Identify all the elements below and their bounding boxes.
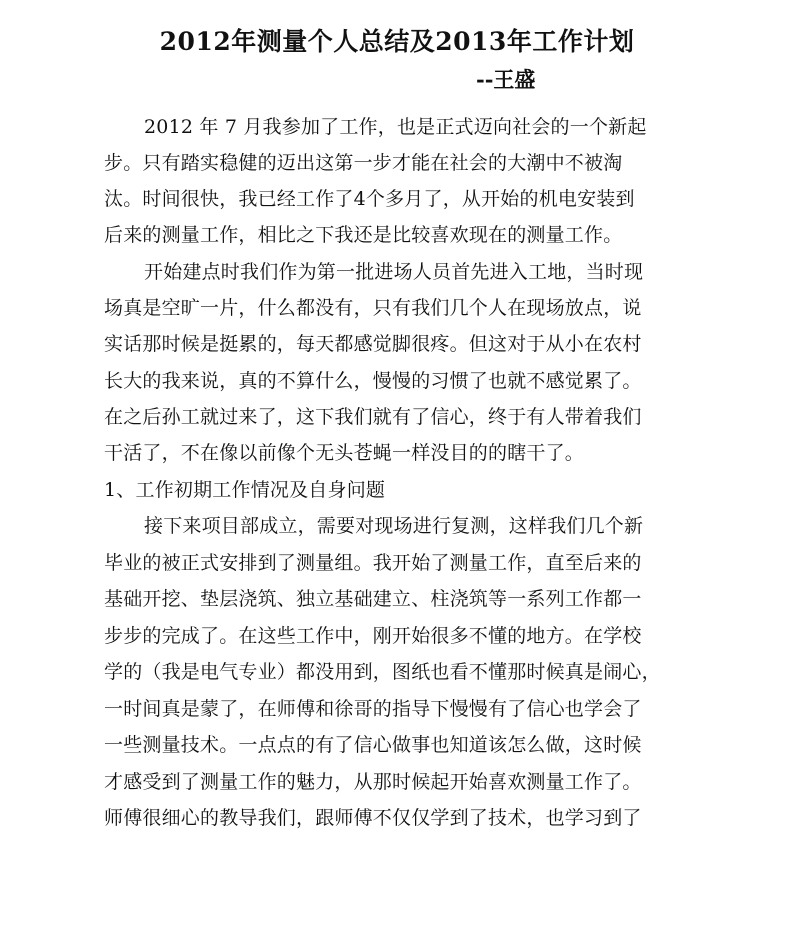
text-line: 一时间真是蒙了，在师傅和徐哥的指导下慢慢有了信心也学会了 <box>104 698 642 720</box>
text-line: 基础开挖、垫层浇筑、独立基础建立、柱浇筑等一系列工作都一 <box>104 588 642 610</box>
text-line: 长大的我来说，真的不算什么，慢慢的习惯了也就不感觉累了。 <box>104 370 642 392</box>
text-line: 才感受到了测量工作的魅力，从那时候起开始喜欢测量工作了。 <box>104 771 642 793</box>
section-heading: 1、工作初期工作情况及自身问题 <box>104 479 386 501</box>
document-author: --王盛 <box>476 67 536 92</box>
text-line: 师傅很细心的教导我们，跟师傅不仅仅学到了技术，也学习到了 <box>104 807 642 829</box>
text-line: 一些测量技术。一点点的有了信心做事也知道该怎么做，这时候 <box>104 734 642 756</box>
text-line: 场真是空旷一片，什么都没有，只有我们几个人在现场放点，说 <box>104 297 642 319</box>
text-line: 2012 年 7 月我参加了工作，也是正式迈向社会的一个新起 <box>144 116 647 138</box>
text-line: 步。只有踏实稳健的迈出这第一步才能在社会的大潮中不被淘 <box>104 152 623 174</box>
text-line: 汰。时间很快，我已经工作了4个多月了，从开始的机电安装到 <box>104 188 635 210</box>
text-line: 开始建点时我们作为第一批进场人员首先进入工地，当时现 <box>144 261 644 283</box>
text-line: 步步的完成了。在这些工作中，刚开始很多不懂的地方。在学校 <box>104 625 642 647</box>
document-title: 2012年测量个人总结及2013年工作计划 <box>159 27 635 56</box>
text-line: 干活了，不在像以前像个无头苍蝇一样没目的的瞎干了。 <box>104 442 585 464</box>
text-line: 实话那时候是挺累的，每天都感觉脚很疼。但这对于从小在农村 <box>104 333 642 355</box>
text-line: 接下来项目部成立，需要对现场进行复测，这样我们几个新 <box>144 515 644 537</box>
text-line: 后来的测量工作，相比之下我还是比较喜欢现在的测量工作。 <box>104 224 623 246</box>
text-line: 学的（我是电气专业）都没用到，图纸也看不懂那时候真是闹心， <box>104 661 661 683</box>
text-line: 在之后孙工就过来了，这下我们就有了信心，终于有人带着我们 <box>104 406 642 428</box>
text-line: 毕业的被正式安排到了测量组。我开始了测量工作，直至后来的 <box>104 552 642 574</box>
